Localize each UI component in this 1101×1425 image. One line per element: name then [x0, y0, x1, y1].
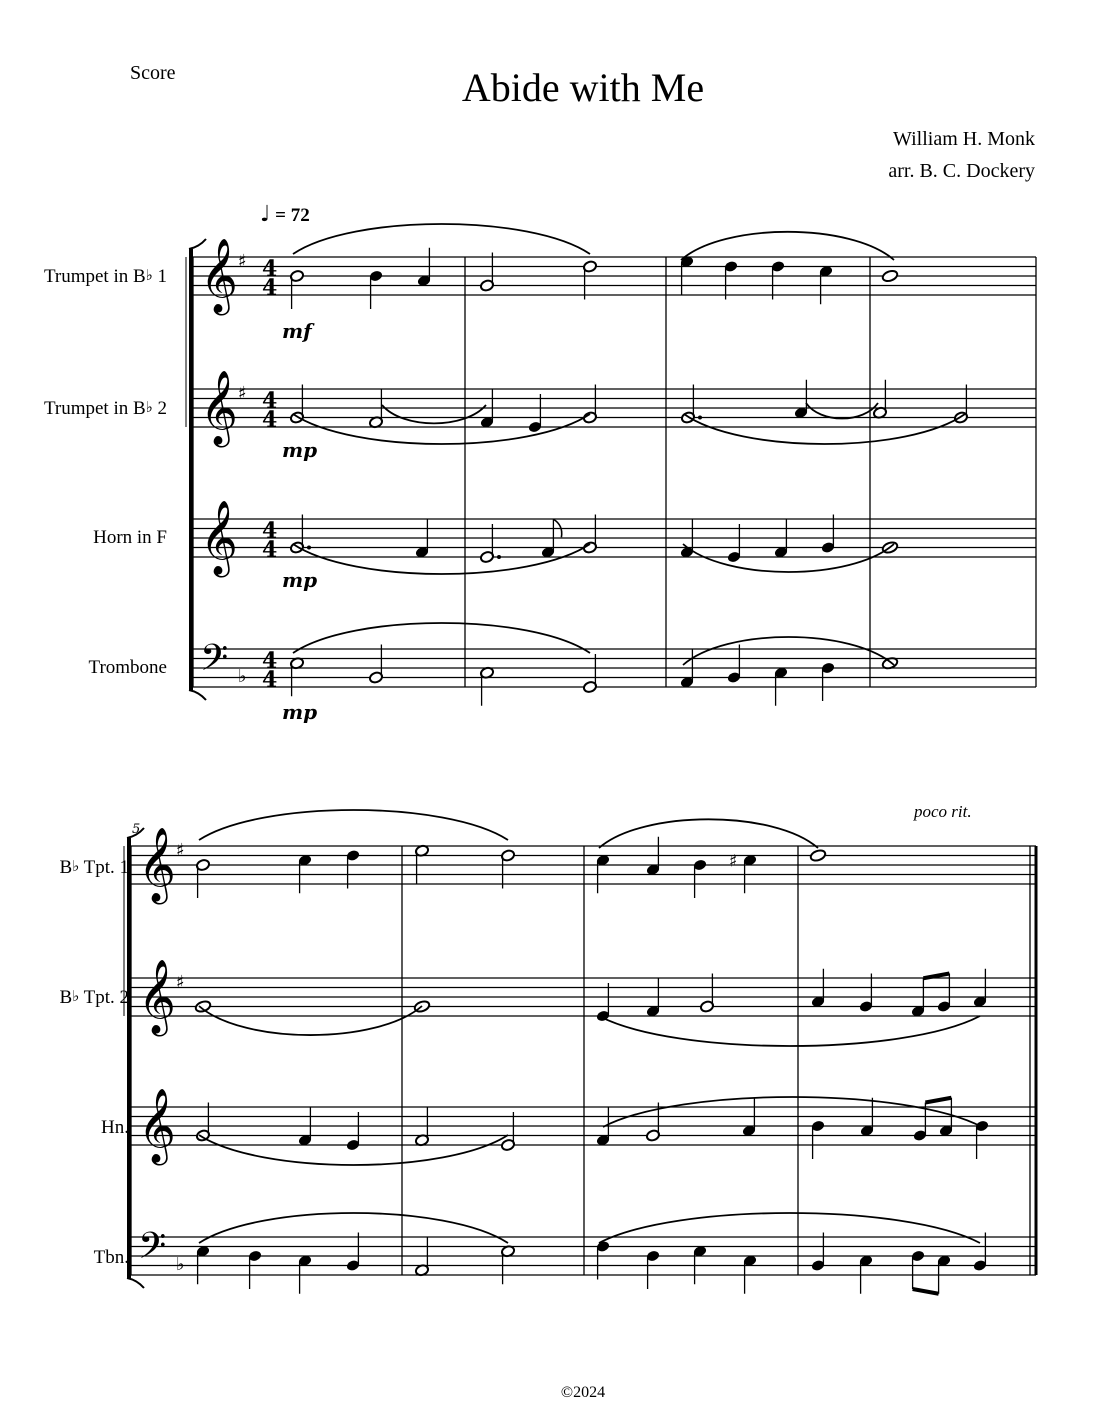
time-signature-denominator: 4 — [262, 275, 278, 301]
slur — [599, 819, 818, 848]
bass-clef-icon: 𝄢 — [200, 637, 229, 688]
slur — [681, 232, 894, 260]
instrument-abbrev-trumpet-2: B♭ Tpt. 2 — [59, 987, 129, 1008]
dynamic-marking: mp — [282, 568, 318, 592]
arranger: arr. B. C. Dockery — [888, 160, 1035, 182]
key-signature-flat-icon: ♭ — [176, 1254, 185, 1275]
score-label: Score — [130, 62, 176, 84]
slur — [199, 1006, 422, 1035]
bass-clef-icon: 𝄢 — [138, 1225, 167, 1276]
instrument-abbrev-trumpet-1: B♭ Tpt. 1 — [59, 857, 129, 878]
time-signature-numerator: 4 — [262, 256, 278, 282]
instrument-name-trumpet-2: Trumpet in B♭ 2 — [43, 398, 167, 419]
time-signature-numerator: 4 — [262, 648, 278, 674]
key-signature-sharp-icon: ♯ — [238, 383, 247, 404]
key-signature-sharp-icon: ♯ — [176, 840, 185, 861]
instrument-name-trumpet-1: Trumpet in B♭ 1 — [43, 266, 167, 287]
note — [194, 1000, 211, 1014]
flat-icon: ♭ — [145, 398, 153, 416]
instrument-abbrev-trombone: Tbn. — [93, 1247, 129, 1268]
slur — [293, 224, 590, 254]
quarter-note-icon: ♩ — [260, 202, 271, 227]
slur — [806, 403, 878, 418]
augmentation-dot — [307, 546, 311, 550]
treble-clef-icon: 𝄞 — [138, 1089, 176, 1163]
flat-icon: ♭ — [72, 987, 80, 1005]
slur — [683, 544, 894, 572]
augmentation-dot — [698, 416, 702, 420]
slur — [683, 637, 894, 665]
instrument-name-horn: Horn in F — [93, 527, 167, 548]
note — [809, 849, 826, 863]
page-title: Abide with Me — [461, 65, 705, 110]
treble-clef-icon: 𝄞 — [138, 960, 176, 1034]
slur — [199, 810, 508, 840]
time-signature-numerator: 4 — [262, 518, 278, 544]
dynamic-marking: mp — [282, 700, 318, 724]
sharp-icon: ♯ — [729, 851, 738, 872]
key-signature-flat-icon: ♭ — [238, 666, 247, 687]
composer: William H. Monk — [893, 128, 1035, 150]
dynamic-marking: mf — [282, 319, 312, 343]
tempo-value: = 72 — [275, 205, 310, 226]
slur — [599, 1016, 980, 1046]
slur — [199, 1135, 508, 1165]
dynamic-marking: mp — [282, 438, 318, 462]
note — [881, 269, 898, 283]
treble-clef-icon: 𝄞 — [138, 828, 176, 902]
treble-clef-icon: 𝄞 — [200, 239, 238, 313]
flat-icon: ♭ — [145, 266, 153, 284]
treble-clef-icon: 𝄞 — [200, 371, 238, 445]
time-signature-numerator: 4 — [262, 388, 278, 414]
treble-clef-icon: 𝄞 — [200, 501, 238, 575]
slur — [199, 1213, 508, 1243]
beam — [913, 1289, 939, 1294]
time-signature-denominator: 4 — [262, 407, 278, 433]
instrument-name-trombone: Trombone — [88, 657, 167, 678]
key-signature-sharp-icon: ♯ — [238, 251, 247, 272]
poco-rit-marking: poco rit. — [914, 802, 972, 821]
slur — [293, 414, 590, 444]
key-signature-sharp-icon: ♯ — [176, 972, 185, 993]
copyright: ©2024 — [560, 1384, 606, 1401]
instrument-abbrev-horn: Hn. — [101, 1117, 129, 1138]
slur — [599, 1213, 980, 1243]
beam — [925, 1098, 951, 1103]
bracket-bottom — [127, 1278, 144, 1288]
bracket-bottom — [189, 690, 206, 700]
slur — [684, 414, 965, 444]
measure-number: 5 — [132, 822, 141, 837]
augmentation-dot — [497, 555, 501, 559]
time-signature-denominator: 4 — [262, 537, 278, 563]
flat-icon: ♭ — [72, 857, 80, 875]
time-signature-denominator: 4 — [262, 667, 278, 693]
